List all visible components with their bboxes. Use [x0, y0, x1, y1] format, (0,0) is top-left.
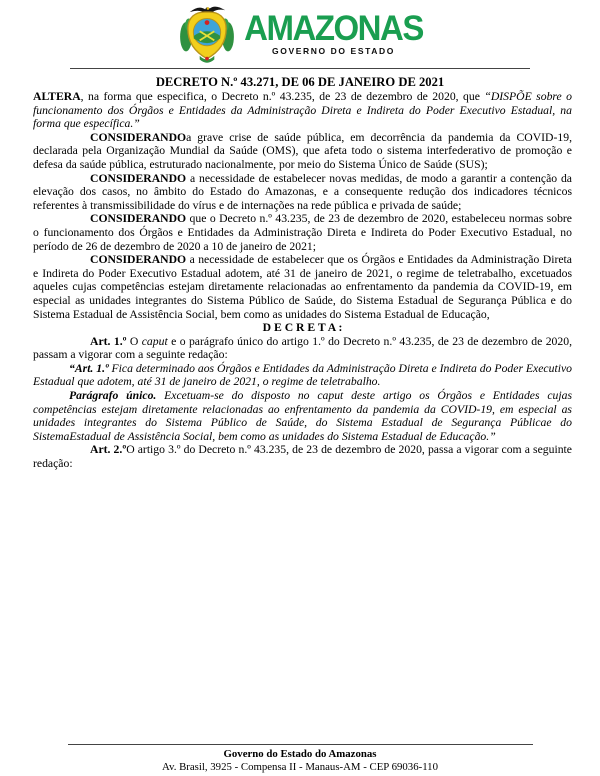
article-1-text: e o parágrafo único do artigo 1.º do Decreto n.º 43.235, de 23 de dezembro de 2020, passam a vigorar com a seguinte redação: [33, 334, 572, 362]
altera-text: , na forma que especifica, o Decreto n.º 43.235, de 23 de dezembro de 2020, que [80, 90, 485, 103]
considerando-paragraph [33, 172, 572, 213]
quoted-paragrafo-unico [33, 389, 572, 443]
footer-divider [68, 744, 533, 745]
article-1-pre: O [126, 334, 142, 348]
considerando-text: a necessidade de estabelecer que os Órgãos e Entidades da Administração Direta e Indireta do Poder Executivo Estadual adotem, até 31 de janeiro de 2021, o regime de teletrabalho, excetuados aqueles cujas competências estejam diretamente relacionadas ao enfrentamento da pandemia da COVID-19, em especial as unidades integrantes do Sistema Público de Saúde, do Sistema Estadual de Segurança Pública e do Sistema Estadual de Assistência Social, bem como as unidades do Sistema Estadual de Educação, [33, 253, 572, 321]
considerando-lead: CONSIDERANDO [90, 212, 187, 226]
article-2-number: Art. 2.º [90, 443, 127, 457]
altera-quote: “DISPÕE sobre o funcionamento dos Órgãos e Entidades da Administração Direta e Indireta do Poder Executivo Estadual, na forma que específica.” [33, 90, 572, 131]
considerando-text: a necessidade de estabelecer novas medidas, de modo a garantir a contenção da elevação dos casos, no âmbito do Estado do Amazonas, e a consequente redução dos indicadores técnicos referentes à transmissibilidade do vírus e de internações na rede pública e privada de saúde; [33, 171, 572, 212]
considerando-paragraph [33, 253, 572, 321]
considerando-lead: CONSIDERANDO [90, 253, 187, 267]
considerando-lead: CONSIDERANDO [90, 130, 187, 144]
page-footer [0, 744, 600, 773]
paragrafo-unico-text: Excetuam-se do disposto no caput deste artigo os Órgãos e Entidades cujas competências estejam diretamente relacionadas ao enfrentamento da pandemia da COVID-19, em especial as unidades integrantes do Sistema Público de Saúde, do Sistema Estadual de Segurança Públicae do SistemaEstadual de Assistência Social, bem como as unidades do Sistema Estadual de Educação.” [33, 389, 572, 443]
decree-body [33, 90, 572, 471]
considerando-text: a grave crise de saúde pública, em decorrência da pandemia da COVID-19, declarada pela Organização Mundial da Saúde (OMS), que afeta todo o sistema interfederativo de promoção e defesa da saúde pública, estruturado nacionalmente, por meio do Sistema Único de Saúde (SUS); [33, 130, 572, 171]
altera-paragraph [33, 90, 572, 131]
altera-lead: ALTERA [33, 90, 81, 103]
considerando-text: que o Decreto n.º 43.235, de 23 de dezembro de 2020, estabeleceu normas sobre o funcionamento dos Órgãos e Entidades da Administração Direta e Indireta do Poder Executivo Estadual, no período de 26 de dezembro de 2020 a 10 de janeiro de 2021; [33, 212, 572, 253]
quoted-article-1 [33, 362, 572, 389]
footer-org: Governo do Estado do Amazonas [223, 748, 377, 760]
header-brand [0, 0, 600, 66]
coat-of-arms-icon [177, 3, 237, 65]
article-1-paragraph [33, 335, 572, 362]
quoted-article-1-text: Fica determinado aos Órgãos e Entidades da Administração Direta e Indireta do Poder Executivo Estadual que adotem, até 31 de janeiro de 2021, o regime de teletrabalho. [33, 361, 572, 389]
decree-title: DECRETO N.º 43.271, DE 06 DE JANEIRO DE 2021 [155, 75, 445, 89]
header-divider [70, 68, 530, 69]
brand-name: AMAZONAS [244, 6, 423, 47]
article-1-number: Art. 1.º [90, 334, 127, 348]
article-1-caput: caput [141, 334, 168, 348]
brand-subtitle: GOVERNO DO ESTADO [272, 45, 395, 56]
considerando-lead: CONSIDERANDO [90, 171, 187, 185]
article-2-paragraph [33, 443, 572, 470]
footer-address: Av. Brasil, 3925 - Compensa II - Manaus-AM - CEP 69036-110 [162, 761, 438, 773]
article-2-text: O artigo 3.º do Decreto n.º 43.235, de 23 de dezembro de 2020, passa a vigorar com a seguinte redação: [33, 443, 572, 471]
considerando-paragraph [33, 212, 572, 253]
decreta-heading: D E C R E T A : [262, 321, 343, 335]
considerando-paragraph [33, 131, 572, 172]
brand-text [244, 6, 423, 56]
quoted-article-1-number: “Art. 1.º [69, 361, 109, 375]
paragrafo-unico-lead: Parágrafo único. [69, 389, 157, 403]
